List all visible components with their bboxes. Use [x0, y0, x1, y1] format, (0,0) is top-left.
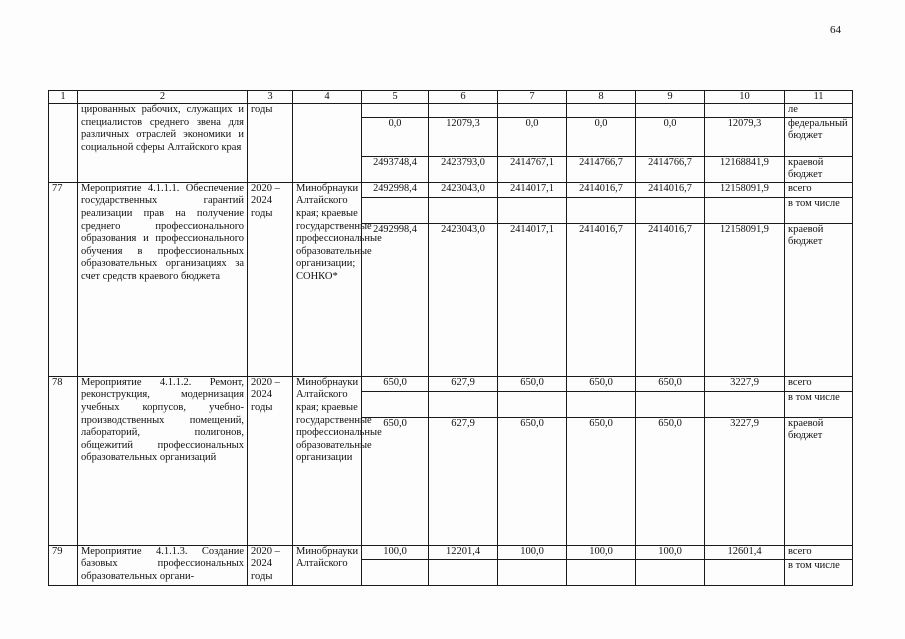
value-total	[705, 104, 785, 118]
value-2024: 650,0	[636, 376, 705, 391]
value-total: 12158091,9	[705, 223, 785, 376]
measure-executor: Минобрнауки Алтайского края; краевые государственные профессиональные образовательные организации; СОНКО*	[293, 182, 362, 376]
value-2022	[498, 197, 567, 223]
funding-source: в том числе	[785, 391, 853, 417]
table-row	[49, 376, 853, 391]
value-2024	[636, 197, 705, 223]
page-number: 64	[830, 24, 841, 36]
value-2024: 2414016,7	[636, 223, 705, 376]
value-2021: 12079,3	[429, 117, 498, 156]
value-2020: 2493748,4	[362, 156, 429, 182]
value-2020	[362, 391, 429, 417]
measure-years: 2020 – 2024 годы	[248, 376, 293, 545]
value-total	[705, 391, 785, 417]
measure-executor: Минобрнауки Алтайского края; краевые государственные профессиональные образовательные организации	[293, 376, 362, 545]
column-header: 8	[567, 91, 636, 104]
value-2022: 0,0	[498, 117, 567, 156]
value-2023: 2414016,7	[567, 223, 636, 376]
row-number: 77	[49, 182, 78, 376]
value-2021: 627,9	[429, 376, 498, 391]
row-number: 79	[49, 545, 78, 585]
funding-source: краевой бюджет	[785, 417, 853, 545]
value-2022: 2414017,1	[498, 182, 567, 197]
value-2020: 100,0	[362, 545, 429, 559]
value-2020: 0,0	[362, 117, 429, 156]
value-2023: 2414016,7	[567, 182, 636, 197]
value-2020: 2492998,4	[362, 182, 429, 197]
value-total: 3227,9	[705, 417, 785, 545]
funding-source: ле	[785, 104, 853, 118]
table-row	[49, 104, 853, 118]
value-2021: 2423793,0	[429, 156, 498, 182]
column-header: 1	[49, 91, 78, 104]
measure-years: 2020 – 2024 годы	[248, 545, 293, 585]
funding-source: федеральный бюджет	[785, 117, 853, 156]
value-2023: 650,0	[567, 417, 636, 545]
column-header: 5	[362, 91, 429, 104]
column-header: 7	[498, 91, 567, 104]
funding-source: краевой бюджет	[785, 156, 853, 182]
table-row	[49, 545, 853, 559]
table-row	[49, 182, 853, 197]
row-number	[49, 104, 78, 183]
value-2023	[567, 197, 636, 223]
value-2021	[429, 391, 498, 417]
funding-source: всего	[785, 545, 853, 559]
value-2022: 2414017,1	[498, 223, 567, 376]
measure-executor	[293, 104, 362, 183]
value-2024	[636, 391, 705, 417]
value-total: 12158091,9	[705, 182, 785, 197]
value-total: 12079,3	[705, 117, 785, 156]
value-2022	[498, 559, 567, 585]
value-2024: 650,0	[636, 417, 705, 545]
value-2020	[362, 197, 429, 223]
value-2024: 2414016,7	[636, 182, 705, 197]
value-2022	[498, 104, 567, 118]
value-2023: 0,0	[567, 117, 636, 156]
funding-source: краевой бюджет	[785, 223, 853, 376]
measure-executor: Минобрнауки Алтайского	[293, 545, 362, 585]
value-2022: 650,0	[498, 376, 567, 391]
value-2022: 650,0	[498, 417, 567, 545]
value-2024: 100,0	[636, 545, 705, 559]
funding-source: в том числе	[785, 559, 853, 585]
value-2021: 2423043,0	[429, 182, 498, 197]
column-header: 6	[429, 91, 498, 104]
value-total: 12168841,9	[705, 156, 785, 182]
funding-source: в том числе	[785, 197, 853, 223]
column-header: 10	[705, 91, 785, 104]
value-2020	[362, 104, 429, 118]
value-total	[705, 559, 785, 585]
value-2023: 100,0	[567, 545, 636, 559]
measure-name: Мероприятие 4.1.1.3. Создание базовых профессиональных образовательных органи-	[78, 545, 248, 585]
column-header: 9	[636, 91, 705, 104]
value-total: 3227,9	[705, 376, 785, 391]
value-2021: 2423043,0	[429, 223, 498, 376]
value-2023	[567, 559, 636, 585]
value-2020	[362, 559, 429, 585]
value-2023: 2414766,7	[567, 156, 636, 182]
value-2024	[636, 559, 705, 585]
value-2022: 2414767,1	[498, 156, 567, 182]
funding-source: всего	[785, 376, 853, 391]
value-2021	[429, 197, 498, 223]
funding-source: всего	[785, 182, 853, 197]
measure-name: Мероприятие 4.1.1.2. Ремонт, реконструкция, модернизация учебных корпусов, учебно-производственных помещений, лабораторий, полигонов, общежитий профессиональных образовательных организаций	[78, 376, 248, 545]
value-2020: 650,0	[362, 417, 429, 545]
value-2024: 0,0	[636, 117, 705, 156]
program-table	[48, 90, 853, 586]
value-2023	[567, 391, 636, 417]
value-2021	[429, 559, 498, 585]
value-2023: 650,0	[567, 376, 636, 391]
value-2024	[636, 104, 705, 118]
value-total	[705, 197, 785, 223]
value-2020: 650,0	[362, 376, 429, 391]
header-row	[49, 91, 853, 104]
value-2020: 2492998,4	[362, 223, 429, 376]
column-header: 4	[293, 91, 362, 104]
measure-name: цированных рабочих, служащих и специалистов среднего звена для различных отраслей экономики и социальной сферы Алтайского края	[78, 104, 248, 183]
value-total: 12601,4	[705, 545, 785, 559]
column-header: 3	[248, 91, 293, 104]
column-header: 11	[785, 91, 853, 104]
value-2022	[498, 391, 567, 417]
row-number: 78	[49, 376, 78, 545]
value-2021: 12201,4	[429, 545, 498, 559]
measure-name: Мероприятие 4.1.1.1. Обеспечение государственных гарантий реализации прав на получение среднего профессионального образования и профессионального обучения в профессиональных образовательных организациях за счет средств краевого бюджета	[78, 182, 248, 376]
value-2021	[429, 104, 498, 118]
value-2024: 2414766,7	[636, 156, 705, 182]
value-2023	[567, 104, 636, 118]
value-2022: 100,0	[498, 545, 567, 559]
measure-years: 2020 – 2024 годы	[248, 182, 293, 376]
value-2021: 627,9	[429, 417, 498, 545]
column-header: 2	[78, 91, 248, 104]
measure-years: годы	[248, 104, 293, 183]
